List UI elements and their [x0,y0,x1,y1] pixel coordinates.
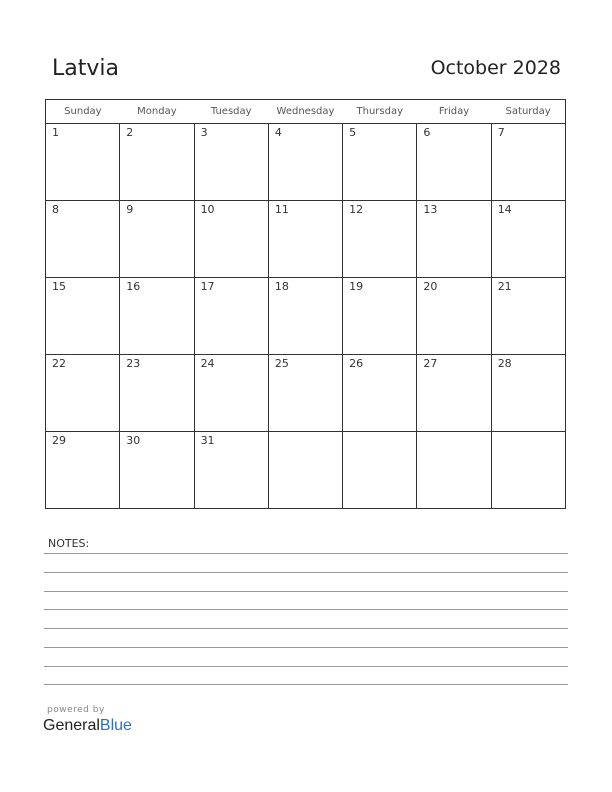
day-number [343,432,416,434]
day-cell[interactable] [194,432,268,509]
day-number: 19 [349,280,364,293]
day-cell[interactable] [343,278,417,355]
day-cell[interactable] [120,201,194,278]
day-number: 30 [126,434,141,447]
day-number: 17 [200,280,215,293]
day-cell[interactable] [194,201,268,278]
brand-part-blue: Blue [99,717,132,734]
day-cell[interactable] [417,201,491,278]
day-number: 24 [200,357,215,370]
notes-label: NOTES: [48,537,90,550]
day-number: 3 [200,126,208,139]
day-cell[interactable] [46,432,120,509]
weekday-saturday: Saturday [491,100,565,124]
day-cell[interactable] [417,432,491,509]
day-number: 4 [274,126,282,139]
day-cell[interactable] [194,355,268,432]
day-cell[interactable] [268,124,342,201]
day-number: 20 [423,280,438,293]
powered-by-text: powered by [47,705,105,715]
day-number: 8 [52,203,59,216]
day-cell[interactable] [46,201,120,278]
day-number: 6 [423,126,431,139]
week-row [46,124,566,201]
day-cell[interactable] [343,432,417,509]
day-cell[interactable] [491,432,565,509]
day-number [269,432,342,434]
day-number: 31 [200,434,215,447]
notes-line [44,684,568,685]
weekday-tuesday: Tuesday [194,100,268,124]
day-number: 9 [126,203,134,216]
week-row [46,432,566,509]
day-cell[interactable] [120,355,194,432]
notes-line [44,572,568,573]
brand-logo[interactable] [43,717,132,735]
brand-part-general: General [43,717,100,734]
day-number: 22 [52,357,66,370]
day-number: 26 [349,357,364,370]
day-cell[interactable] [120,124,194,201]
day-number: 15 [52,280,66,293]
day-cell[interactable] [194,278,268,355]
day-number: 12 [349,203,364,216]
day-number: 29 [52,434,66,447]
day-number: 23 [126,357,141,370]
week-row [46,355,566,432]
notes-line [44,609,568,610]
day-number: 25 [274,357,289,370]
day-cell[interactable] [46,355,120,432]
day-cell[interactable] [194,124,268,201]
day-number: 21 [497,280,512,293]
day-cell[interactable] [417,355,491,432]
day-number: 11 [274,203,289,216]
day-cell[interactable] [268,201,342,278]
day-cell[interactable] [46,124,120,201]
country-title: Latvia [52,56,119,81]
day-number: 1 [52,126,59,139]
notes-line [44,647,568,648]
day-cell[interactable] [491,278,565,355]
day-cell[interactable] [268,278,342,355]
day-number: 14 [497,203,512,216]
day-cell[interactable] [268,355,342,432]
day-number: 28 [497,357,512,370]
day-number: 10 [200,203,215,216]
weekday-header-row [46,100,566,124]
day-cell[interactable] [343,124,417,201]
notes-line [44,553,568,554]
notes-line [44,666,568,667]
day-number: 2 [126,126,134,139]
day-cell[interactable] [491,124,565,201]
notes-line [44,591,568,592]
day-cell[interactable] [46,278,120,355]
week-row [46,278,566,355]
weekday-thursday: Thursday [343,100,417,124]
day-number: 27 [423,357,438,370]
day-cell[interactable] [343,201,417,278]
day-number: 16 [126,280,141,293]
day-cell[interactable] [417,124,491,201]
weekday-friday: Friday [417,100,491,124]
day-cell[interactable] [268,432,342,509]
day-cell[interactable] [120,432,194,509]
day-number: 13 [423,203,438,216]
week-row [46,201,566,278]
weekday-wednesday: Wednesday [268,100,342,124]
day-number [417,432,490,434]
notes-line [44,628,568,629]
weekday-sunday: Sunday [46,100,120,124]
day-number: 18 [274,280,289,293]
day-cell[interactable] [343,355,417,432]
calendar-grid [45,99,566,509]
day-number [492,432,565,434]
month-title: October 2028 [430,57,561,79]
day-cell[interactable] [491,201,565,278]
day-cell[interactable] [417,278,491,355]
day-cell[interactable] [120,278,194,355]
day-number: 7 [497,126,505,139]
day-number: 5 [349,126,357,139]
day-cell[interactable] [491,355,565,432]
weekday-monday: Monday [120,100,194,124]
